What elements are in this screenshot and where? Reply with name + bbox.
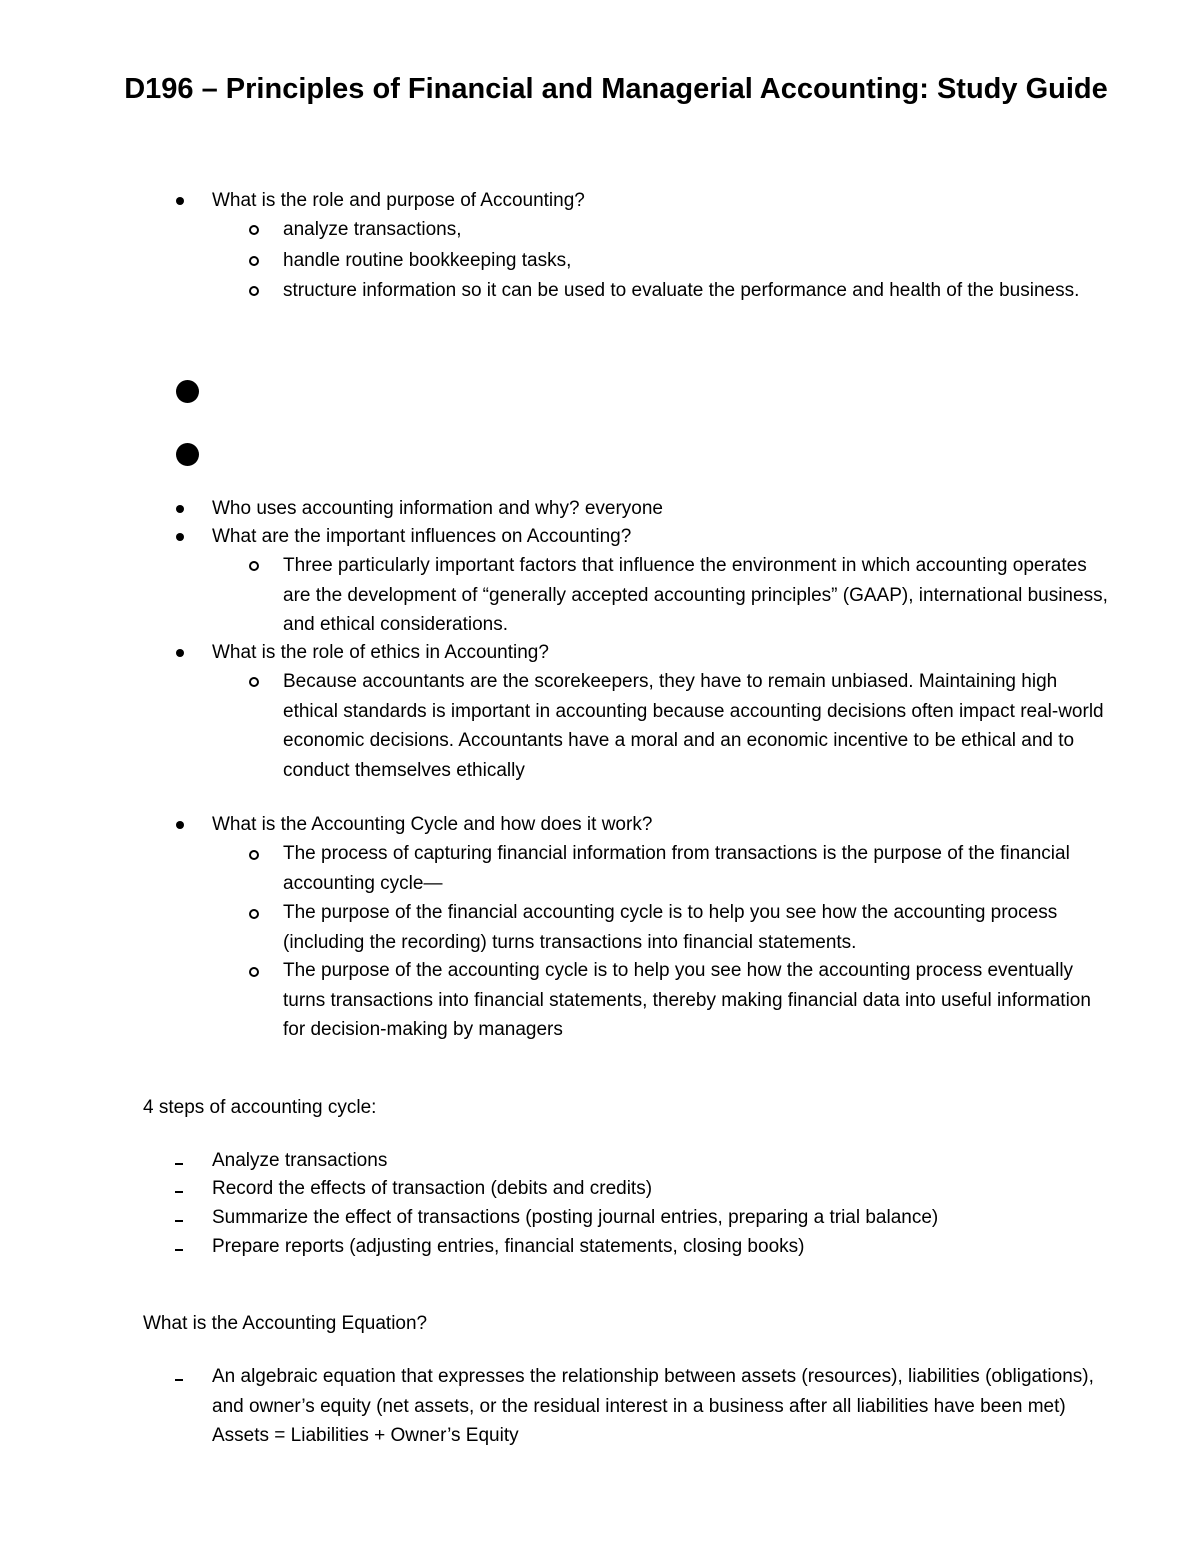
circle-bullet-icon xyxy=(249,286,259,296)
step-item: Analyze transactions xyxy=(212,1150,388,1171)
step-item: Record the effects of transaction (debits and credits) xyxy=(212,1178,653,1199)
equation-heading: What is the Accounting Equation? xyxy=(143,1313,428,1334)
bullet-icon xyxy=(176,197,184,205)
circle-bullet-icon xyxy=(249,967,259,977)
question-role: What is the role and purpose of Accounting? xyxy=(212,190,585,211)
bullet-icon xyxy=(176,649,184,657)
page-title: D196 – Principles of Financial and Managerial Accounting: Study Guide xyxy=(124,73,1108,105)
circle-bullet-icon xyxy=(249,561,259,571)
dash-bullet-icon xyxy=(175,1249,183,1251)
circle-bullet-icon xyxy=(249,225,259,235)
question-cycle: What is the Accounting Cycle and how does it work? xyxy=(212,814,653,835)
question-ethics: What is the role of ethics in Accounting? xyxy=(212,642,549,663)
cycle-answer: The process of capturing financial information from transactions is the purpose of the financial accounting cycle— xyxy=(283,843,1070,894)
step-item: Prepare reports (adjusting entries, financial statements, closing books) xyxy=(212,1236,805,1257)
question-influences: What are the important influences on Accounting? xyxy=(212,526,632,547)
cycle-answer: The purpose of the accounting cycle is to help you see how the accounting process eventually turns transactions into financial statements, thereby making financial data into useful information for decision-making by managers xyxy=(283,960,1091,1040)
circle-bullet-icon xyxy=(249,677,259,687)
circle-bullet-icon xyxy=(249,850,259,860)
bullet-icon xyxy=(176,533,184,541)
empty-bullet-icon xyxy=(176,380,199,403)
cycle-answer: The purpose of the financial accounting cycle is to help you see how the accounting process (including the recording) turns transactions into financial statements. xyxy=(283,902,1058,953)
empty-bullet-icon xyxy=(176,443,199,466)
step-item: Summarize the effect of transactions (posting journal entries, preparing a trial balance) xyxy=(212,1207,939,1228)
dash-bullet-icon xyxy=(175,1163,183,1165)
dash-bullet-icon xyxy=(175,1220,183,1222)
dash-bullet-icon xyxy=(175,1379,183,1381)
influences-answer: Three particularly important factors that influence the environment in which accounting operates are the development of “generally accepted accounting principles” (GAAP), international business, and ethical considerations. xyxy=(283,555,1108,635)
steps-heading: 4 steps of accounting cycle: xyxy=(143,1097,377,1118)
role-answer: handle routine bookkeeping tasks, xyxy=(283,250,572,271)
circle-bullet-icon xyxy=(249,909,259,919)
role-answer: structure information so it can be used to evaluate the performance and health of the business. xyxy=(283,280,1080,301)
role-answer: analyze transactions, xyxy=(283,219,462,240)
bullet-icon xyxy=(176,505,184,513)
circle-bullet-icon xyxy=(249,256,259,266)
dash-bullet-icon xyxy=(175,1191,183,1193)
question-users: Who uses accounting information and why? everyone xyxy=(212,498,663,519)
ethics-answer: Because accountants are the scorekeepers, they have to remain unbiased. Maintaining high ethical standards is important in accounting because accounting decisions often impact real-world economic decisions. Accountants have a moral and an economic incentive to be ethical and to conduct themselves ethically xyxy=(283,671,1104,781)
equation-answer: An algebraic equation that expresses the relationship between assets (resources), liabilities (obligations), and owner’s equity (net assets, or the residual interest in a business after all liabilities have been met) Assets = Liabilities + Owner’s Equity xyxy=(212,1366,1094,1446)
bullet-icon xyxy=(176,821,184,829)
